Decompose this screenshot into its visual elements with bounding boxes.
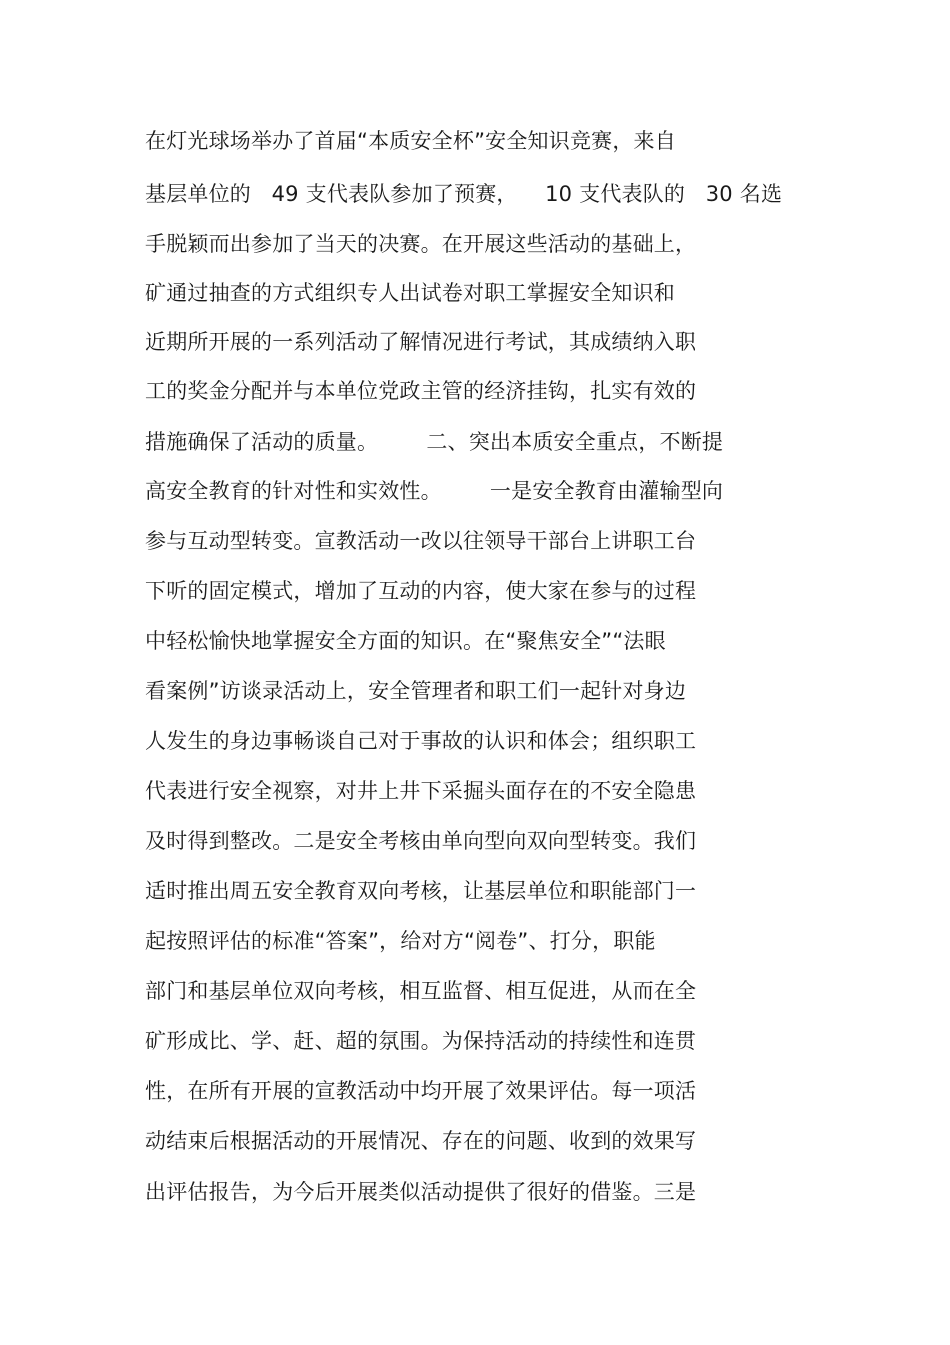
text-line: 中轻松愉快地掌握安全方面的知识。在“聚焦安全”“法眼 (145, 629, 666, 653)
text-line: 在灯光球场举办了首届“本质安全杯”安全知识竞赛，来自 (145, 129, 676, 153)
text-line: 部门和基层单位双向考核，相互监督、相互促进，从而在全 (145, 979, 697, 1003)
text-line: 矿通过抽查的方式组织专人出试卷对职工掌握安全知识和 (145, 281, 675, 305)
text-line: 下听的固定模式，增加了互动的内容，使大家在参与的过程 (145, 579, 697, 603)
text-line: 基层单位的 49 支代表队参加了预赛， 10 支代表队的 30 名选 (145, 182, 783, 206)
text-line: 及时得到整改。二是安全考核由单向型向双向型转变。我们 (145, 829, 697, 853)
text-line: 性，在所有开展的宣教活动中均开展了效果评估。每一项活 (145, 1079, 697, 1103)
text-line: 起按照评估的标准“答案”，给对方“阅卷”、打分，职能 (145, 929, 656, 953)
text-line: 代表进行安全视察，对井上井下采掘头面存在的不安全隐患 (145, 779, 697, 803)
text-line: 参与互动型转变。宣教活动一改以往领导干部台上讲职工台 (145, 529, 697, 553)
text-line: 出评估报告，为今后开展类似活动提供了很好的借鉴。三是 (145, 1180, 697, 1204)
text-line: 工的奖金分配并与本单位党政主管的经济挂钩，扎实有效的 (145, 379, 697, 403)
text-line: 适时推出周五安全教育双向考核，让基层单位和职能部门一 (145, 879, 697, 903)
text-line: 人发生的身边事畅谈自己对于事故的认识和体会；组织职工 (145, 729, 697, 753)
text-line: 看案例”访谈录活动上，安全管理者和职工们一起针对身边 (145, 679, 687, 703)
text-line: 高安全教育的针对性和实效性。 一是安全教育由灌输型向 (145, 479, 724, 503)
text-line: 动结束后根据活动的开展情况、存在的问题、收到的效果写 (145, 1129, 697, 1153)
text-line: 手脱颖而出参加了当天的决赛。在开展这些活动的基础上， (145, 232, 697, 256)
text-line: 矿形成比、学、赶、超的氛围。为保持活动的持续性和连贯 (145, 1029, 697, 1053)
text-line: 措施确保了活动的质量。 二、突出本质安全重点，不断提 (145, 430, 724, 454)
text-line: 近期所开展的一系列活动了解情况进行考试，其成绩纳入职 (145, 330, 697, 354)
